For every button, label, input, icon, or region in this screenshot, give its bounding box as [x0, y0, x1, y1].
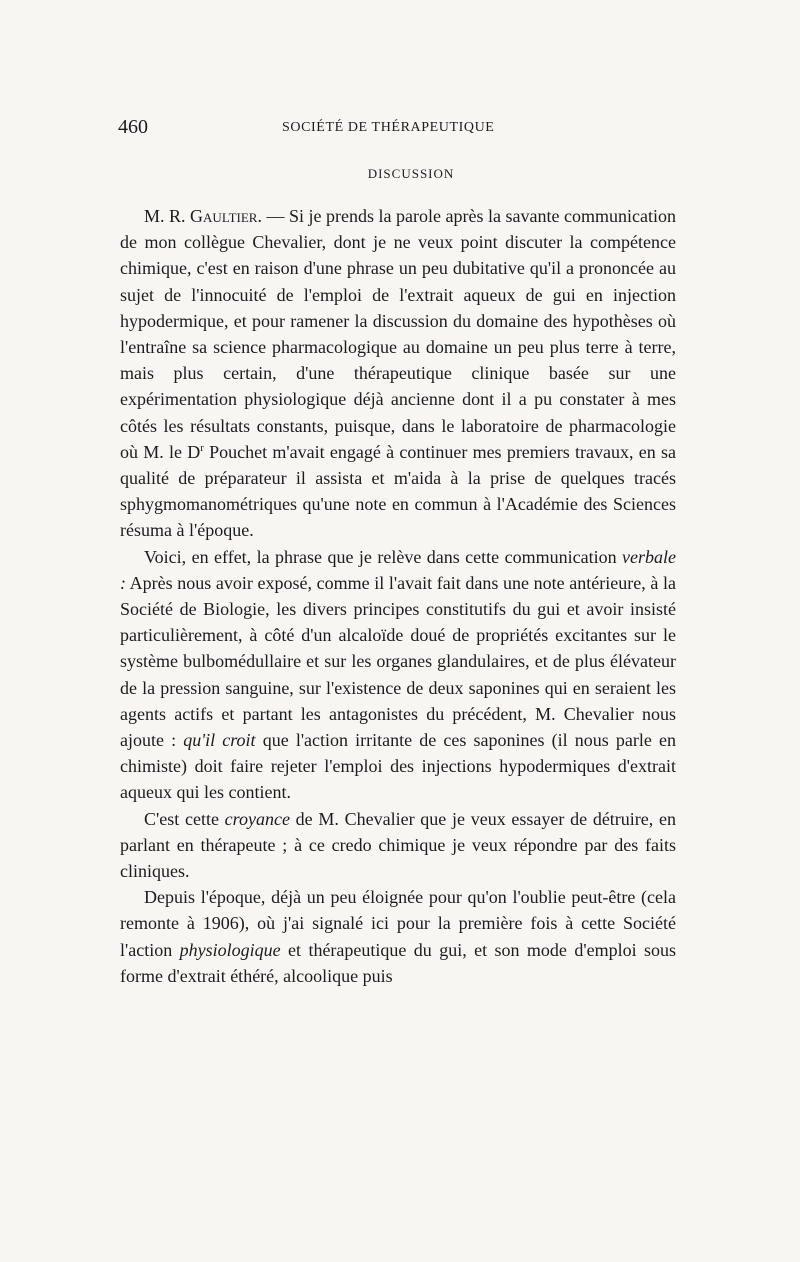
paragraph-3-text-a: C'est cette [144, 808, 225, 829]
paragraph-4-text-b: et thérapeutique du gui, et son mode d'emploi sous forme d'extrait éthéré, alcoolique puis [120, 939, 676, 986]
paragraph-3-text-b: de M. Chevalier que je veux essayer de détruire, en parlant en thérapeute ; à ce credo chimique je veux répondre par des faits cliniques. [120, 808, 676, 882]
section-heading: DISCUSSION [367, 166, 455, 181]
paragraph-2-emphasis-1: verbale : [120, 546, 676, 593]
paragraph-2-text-a: Voici, en effet, la phrase que je relève dans cette communication [144, 546, 623, 567]
body-text [120, 203, 676, 989]
paragraph-1-text-b: Pouchet m'avait engagé à continuer mes premiers travaux, en sa qualité de préparateur il assista et m'aida à la prise de quelques tracés sphygmomanométriques qu'une note en commun à l'Académie des Sciences résuma à l'époque. [120, 441, 676, 541]
paragraph-2-text-c: que l'action irritante de ces saponines (il nous parle en chimiste) doit faire rejeter l'emploi des injections hypodermiques d'extrait aqueux qui les contient. [120, 730, 676, 803]
paragraph-1 [120, 203, 676, 544]
paragraph-3 [120, 806, 676, 885]
paragraph-4-emphasis: physiologique [179, 939, 281, 960]
paragraph-4 [120, 884, 676, 989]
page-number: 460 [118, 116, 148, 138]
paragraph-2 [120, 544, 676, 806]
paragraph-2-emphasis-2: qu'il croit [183, 730, 256, 751]
running-head [118, 116, 686, 140]
speaker-name: M. R. Gaultier. [144, 206, 262, 226]
paragraph-2-text-b: Après nous avoir exposé, comme il l'avait fait dans une note antérieure, à la Société de Biologie, les divers principes constitutifs du gui et avoir insisté particulièrement, à côté d'un alcaloïde doué de propriétés excitantes sur le système bulbomédullaire et sur les organes glandulaires, et de plus élévateur de la pression sanguine, sur l'existence de deux saponines qui en seraient les agents actifs et partant les antagonistes du précédent, M. Chevalier nous ajoute : [120, 572, 676, 751]
paragraph-4-text-a: Depuis l'époque, déjà un peu éloignée pour qu'on l'oublie peut-être (cela remonte à 1906), où j'ai signalé ici pour la première fois à cette Société l'action [120, 887, 676, 960]
paragraph-1-text-a: — Si je prends la parole après la savante communication de mon collègue Chevalier, dont je ne veux point discuter la compétence chimique, c'est en raison d'une phrase un peu dubitative qu'il a prononcée au sujet de l'innocuité de l'emploi de l'extrait aqueux de gui en injection hypodermique, et pour ramener la discussion du domaine des hypothèses où l'entraîne sa science pharmacologique au domaine un peu plus terre à terre, mais plus certain, d'une thérapeutique clinique basée sur une expérimentation physiologique déjà ancienne dont il a pu constater à mes côtés les résultats constants, puisque, dans le laboratoire de pharmacologie où M. le D [120, 206, 676, 462]
superscript-r: r [200, 441, 204, 454]
journal-title: SOCIÉTÉ DE THÉRAPEUTIQUE [282, 120, 495, 135]
paragraph-3-emphasis: croyance [224, 808, 290, 829]
